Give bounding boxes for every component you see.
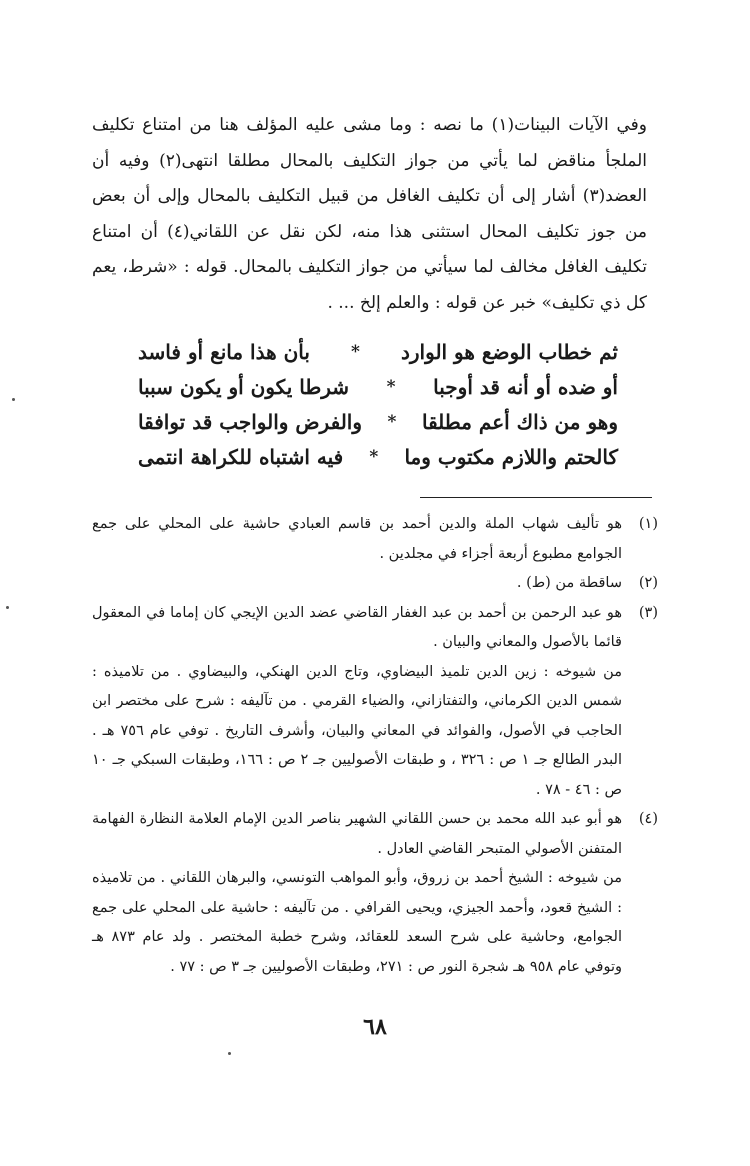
footnote-paragraph: ساقطة من (ط) . bbox=[516, 575, 622, 591]
footnote-text bbox=[92, 805, 622, 982]
verse-line bbox=[138, 335, 618, 370]
scan-speck bbox=[228, 1052, 231, 1055]
page-number: ٦٨ bbox=[363, 1014, 387, 1040]
verse-block bbox=[138, 335, 618, 475]
footnote bbox=[92, 569, 658, 599]
verse-first-hemistich: كالحتم واللازم مكتوب وما bbox=[404, 445, 618, 469]
main-text bbox=[92, 108, 647, 321]
verse-second-hemistich: بأن هذا مانع أو فاسد bbox=[138, 340, 310, 364]
footnote-paragraph: هو أبو عبد الله محمد بن حسن اللقاني الشهير بناصر الدين الإمام العلامة النظارة الفهامة المتفنن الأصولي المتبحر القاضي العادل . bbox=[92, 811, 622, 857]
verse-line bbox=[138, 370, 618, 405]
verse-separator: * bbox=[386, 377, 396, 397]
verse-second-hemistich: شرطا يكون أو يكون سببا bbox=[138, 375, 350, 399]
body-paragraph: وفي الآيات البينات(١) ما نصه : وما مشى عليه المؤلف هنا من امتناع تكليف الملجأ مناقض لما يأتي من جواز التكليف بالمحال مطلقا انتهى(٢) وفيه أن العضد(٣) أشار إلى أن تكليف الغافل من قبيل التكليف بالمحال وإلى أن بعض من جوز تكليف المحال استثنى هذا منه، لكن نقل عن اللقاني(٤) أن امتناع تكليف الغافل مخالف لما سيأتي من جواز التكليف بالمحال. قوله : «شرط، يعم كل ذي تكليف» خبر عن قوله : والعلم إلخ ... . bbox=[92, 115, 648, 313]
footnote-number: (١) bbox=[638, 516, 658, 532]
footnote-number: (٣) bbox=[638, 604, 658, 621]
footnote-text bbox=[92, 599, 622, 806]
verse-line bbox=[138, 405, 618, 440]
scan-speck bbox=[6, 606, 9, 609]
footnote-paragraph: هو تأليف شهاب الملة والدين أحمد بن قاسم العبادي حاشية على المحلي على جمع الجوامع مطبوع أربعة أجزاء في مجلدين . bbox=[92, 516, 622, 562]
verse-second-hemistich: فيه اشتباه للكراهة انتمى bbox=[138, 445, 344, 469]
verse-separator: * bbox=[351, 342, 360, 362]
verse-separator: * bbox=[387, 412, 397, 432]
footnote bbox=[92, 805, 658, 982]
verse-line bbox=[138, 440, 618, 475]
footnotes bbox=[92, 510, 658, 982]
footnote-divider bbox=[420, 497, 652, 498]
verse-first-hemistich: ثم خطاب الوضع هو الوارد bbox=[400, 340, 618, 364]
footnote-paragraph: من شيوخه : الشيخ أحمد بن زروق، وأبو المواهب التونسي، والبرهان اللقاني . من تلاميذه : الشيخ قعود، وأحمد الجيزي، ويحيى القرافي . من تآليفه : حاشية على المحلي على جمع الجوامع، وحاشية على شرح السعد للعقائد، وشرح خطبة المختصر . ولد عام ٨٧٣ هـ وتوفي عام ٩٥٨ هـ شجرة النور ص : ٢٧١، وطبقات الأصوليين جـ ٣ ص : ٧٧ . bbox=[92, 870, 622, 975]
verse-first-hemistich: وهو من ذاك أعم مطلقا bbox=[421, 410, 618, 434]
footnote bbox=[92, 599, 658, 806]
footnote-paragraph: من شيوخه : زين الدين تلميذ البيضاوي، وتاج الدين الهنكي، والبيضاوي . من تلاميذه : شمس الدين الكرماني، والتفتازاني، والضياء القرمي . من تآليفه : شرح على مختصر ابن الحاجب في الأصول، والفوائد في المعاني والبيان، وأشرف التاريخ . توفي عام ٧٥٦ هـ . البدر الطالع جـ ١ ص : ٣٢٦ ، و طبقات الأصوليين جـ ٢ ص : ١٦٦، وطبقات السبكي جـ ١٠ ص : ٤٦ - ٧٨ . bbox=[92, 663, 623, 798]
footnote-text bbox=[92, 569, 622, 599]
verse-second-hemistich: والفرض والواجب قد توافقا bbox=[138, 410, 363, 434]
footnote-number: (٢) bbox=[638, 575, 658, 591]
verse-separator: * bbox=[369, 447, 379, 467]
footnote bbox=[92, 510, 658, 569]
verse-first-hemistich: أو ضده أو أنه قد أوجبا bbox=[433, 375, 618, 399]
footnote-number: (٤) bbox=[638, 811, 658, 827]
footnote-paragraph: هو عبد الرحمن بن أحمد بن عبد الغفار القاضي عضد الدين الإيجي كان إماما في المعقول قائما بالأصول والمعاني والبيان . bbox=[92, 604, 622, 650]
footnote-text bbox=[92, 510, 622, 569]
scan-speck bbox=[12, 398, 15, 401]
